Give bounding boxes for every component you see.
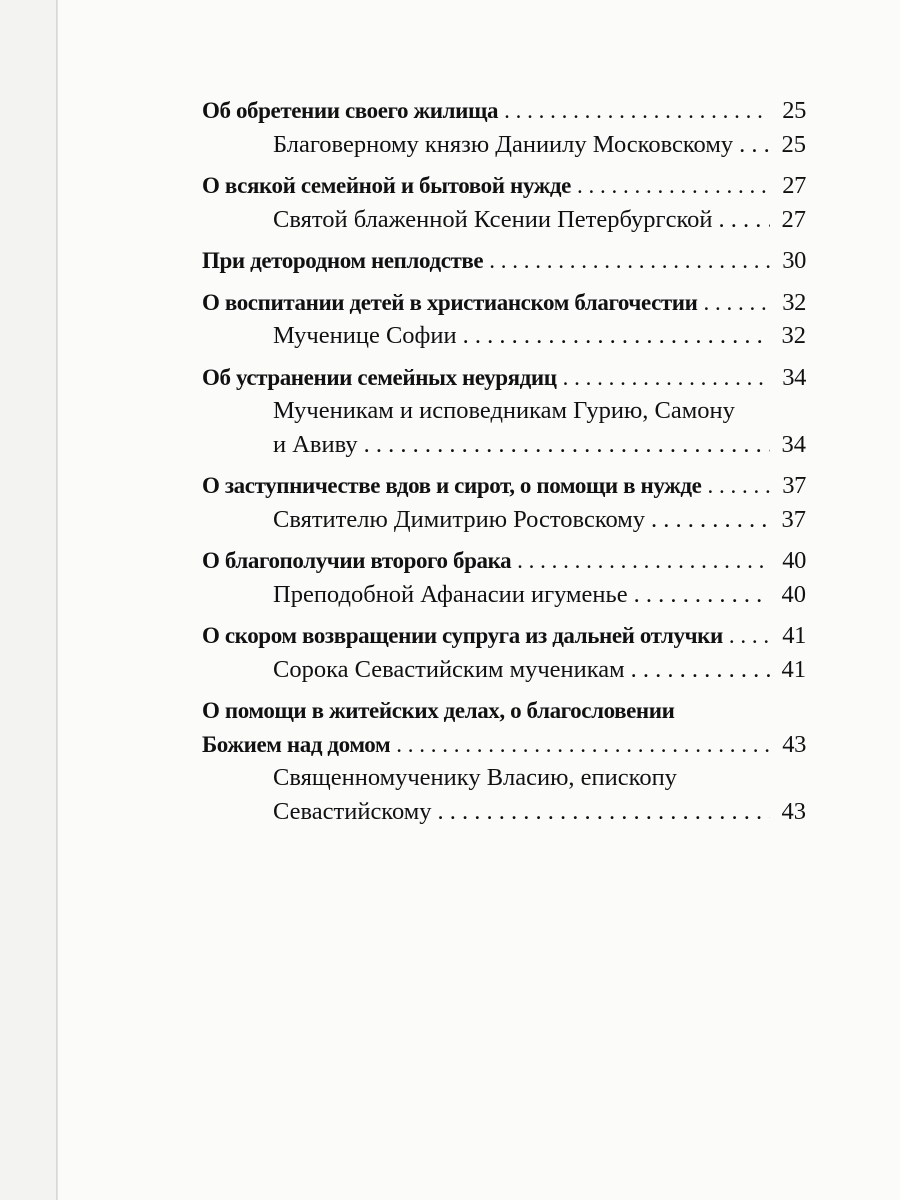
- dot-leader: [563, 361, 770, 395]
- toc-subentry-title-line1: Мученикам и исповедникам Гурию, Самону: [273, 397, 735, 424]
- toc-heading: [202, 361, 806, 395]
- dot-leader: [364, 428, 770, 462]
- page-number: 30: [782, 247, 806, 274]
- page-number: 41: [781, 655, 806, 683]
- dot-leader: [504, 94, 770, 128]
- toc-heading-title: О заступничестве вдов и сирот, о помощи в нужде: [202, 473, 702, 498]
- toc-section: [202, 94, 806, 161]
- dot-leader: [396, 728, 770, 762]
- dot-leader: [577, 169, 770, 203]
- toc-section: [202, 469, 806, 536]
- toc-subentry: [202, 578, 806, 612]
- page-number: 32: [782, 288, 806, 316]
- page-number: 25: [781, 130, 806, 158]
- toc-section: [202, 694, 806, 828]
- toc-subentry: [202, 203, 806, 237]
- toc-heading-title: О благополучии второго брака: [202, 548, 512, 573]
- toc-heading: [202, 619, 806, 653]
- toc-subentry-title-line2: Севастийскому: [273, 797, 432, 825]
- toc-subentry-title-line1: Священномученику Власию, епископу: [273, 764, 677, 791]
- toc-section: [202, 244, 806, 278]
- page-number: 27: [782, 172, 806, 199]
- toc-subentry-title-line2: и Авиву: [273, 430, 358, 458]
- toc-subentry-title: Преподобной Афанасии игуменье: [273, 580, 628, 608]
- toc-section: [202, 169, 806, 236]
- toc-heading: [202, 286, 806, 320]
- toc-section: [202, 361, 806, 462]
- dot-leader: [707, 469, 770, 503]
- page-number: 43: [781, 797, 806, 825]
- dot-leader: [438, 795, 770, 829]
- page-number: 34: [782, 363, 806, 391]
- toc-subentry-last-line: [273, 428, 806, 462]
- toc-heading-title: Об устранении семейных неурядиц: [202, 364, 557, 390]
- toc-heading: [202, 244, 806, 278]
- toc-heading: [202, 544, 806, 578]
- dot-leader: [489, 244, 770, 278]
- page-number: 43: [782, 730, 806, 758]
- toc-heading-title: О скором возвращении супруга из дальней отлучки: [202, 623, 723, 648]
- dot-leader: [634, 578, 770, 612]
- dot-leader: [651, 503, 770, 537]
- toc-subentry-title: Святой блаженной Ксении Петербургской: [273, 205, 713, 233]
- toc-heading-title: При детородном неплодстве: [202, 248, 484, 273]
- toc-heading: [202, 169, 806, 203]
- page-number: 40: [782, 547, 806, 574]
- page-number: 34: [781, 430, 806, 458]
- page-number: 32: [781, 322, 806, 349]
- toc-subentry: [202, 394, 806, 461]
- dot-leader: [463, 319, 770, 353]
- table-of-contents: [202, 94, 806, 836]
- toc-heading-title: Об обретении своего жилища: [202, 98, 499, 123]
- dot-leader: [704, 286, 771, 320]
- toc-heading-title: О воспитании детей в христианском благочестии: [202, 289, 698, 315]
- dot-leader: [718, 203, 770, 237]
- toc-subentry-title: Святителю Димитрию Ростовскому: [273, 505, 646, 533]
- toc-subentry-title: Сорока Севастийским мученикам: [273, 655, 625, 683]
- toc-heading-title-line1: О помощи в житейских делах, о благословении: [202, 698, 675, 723]
- toc-section: [202, 286, 806, 353]
- toc-subentry: [202, 653, 806, 687]
- toc-subentry-title: Благоверному князю Даниилу Московскому: [273, 130, 734, 158]
- toc-subentry: [202, 503, 806, 537]
- toc-section: [202, 619, 806, 686]
- toc-heading: [202, 469, 806, 503]
- dot-leader: [739, 128, 770, 162]
- dot-leader: [631, 653, 770, 687]
- toc-heading: [202, 694, 806, 761]
- dot-leader: [517, 544, 770, 578]
- page-number: 37: [782, 472, 806, 499]
- toc-heading-title-line2: Божием над домом: [202, 731, 391, 757]
- dot-leader: [729, 619, 770, 653]
- toc-subentry-title: Мученице Софии: [273, 322, 457, 349]
- page-number: 27: [781, 205, 806, 233]
- page-number: 25: [782, 97, 806, 124]
- toc-heading-title: О всякой семейной и бытовой нужде: [202, 173, 571, 198]
- toc-subentry: [202, 319, 806, 353]
- toc-heading: [202, 94, 806, 128]
- toc-subentry: [202, 128, 806, 162]
- toc-heading-last-line: [202, 728, 806, 762]
- page-number: 37: [781, 505, 806, 533]
- toc-subentry-last-line: [273, 795, 806, 829]
- page-number: 40: [781, 580, 806, 608]
- toc-subentry: [202, 761, 806, 828]
- page-number: 41: [782, 622, 806, 649]
- toc-section: [202, 544, 806, 611]
